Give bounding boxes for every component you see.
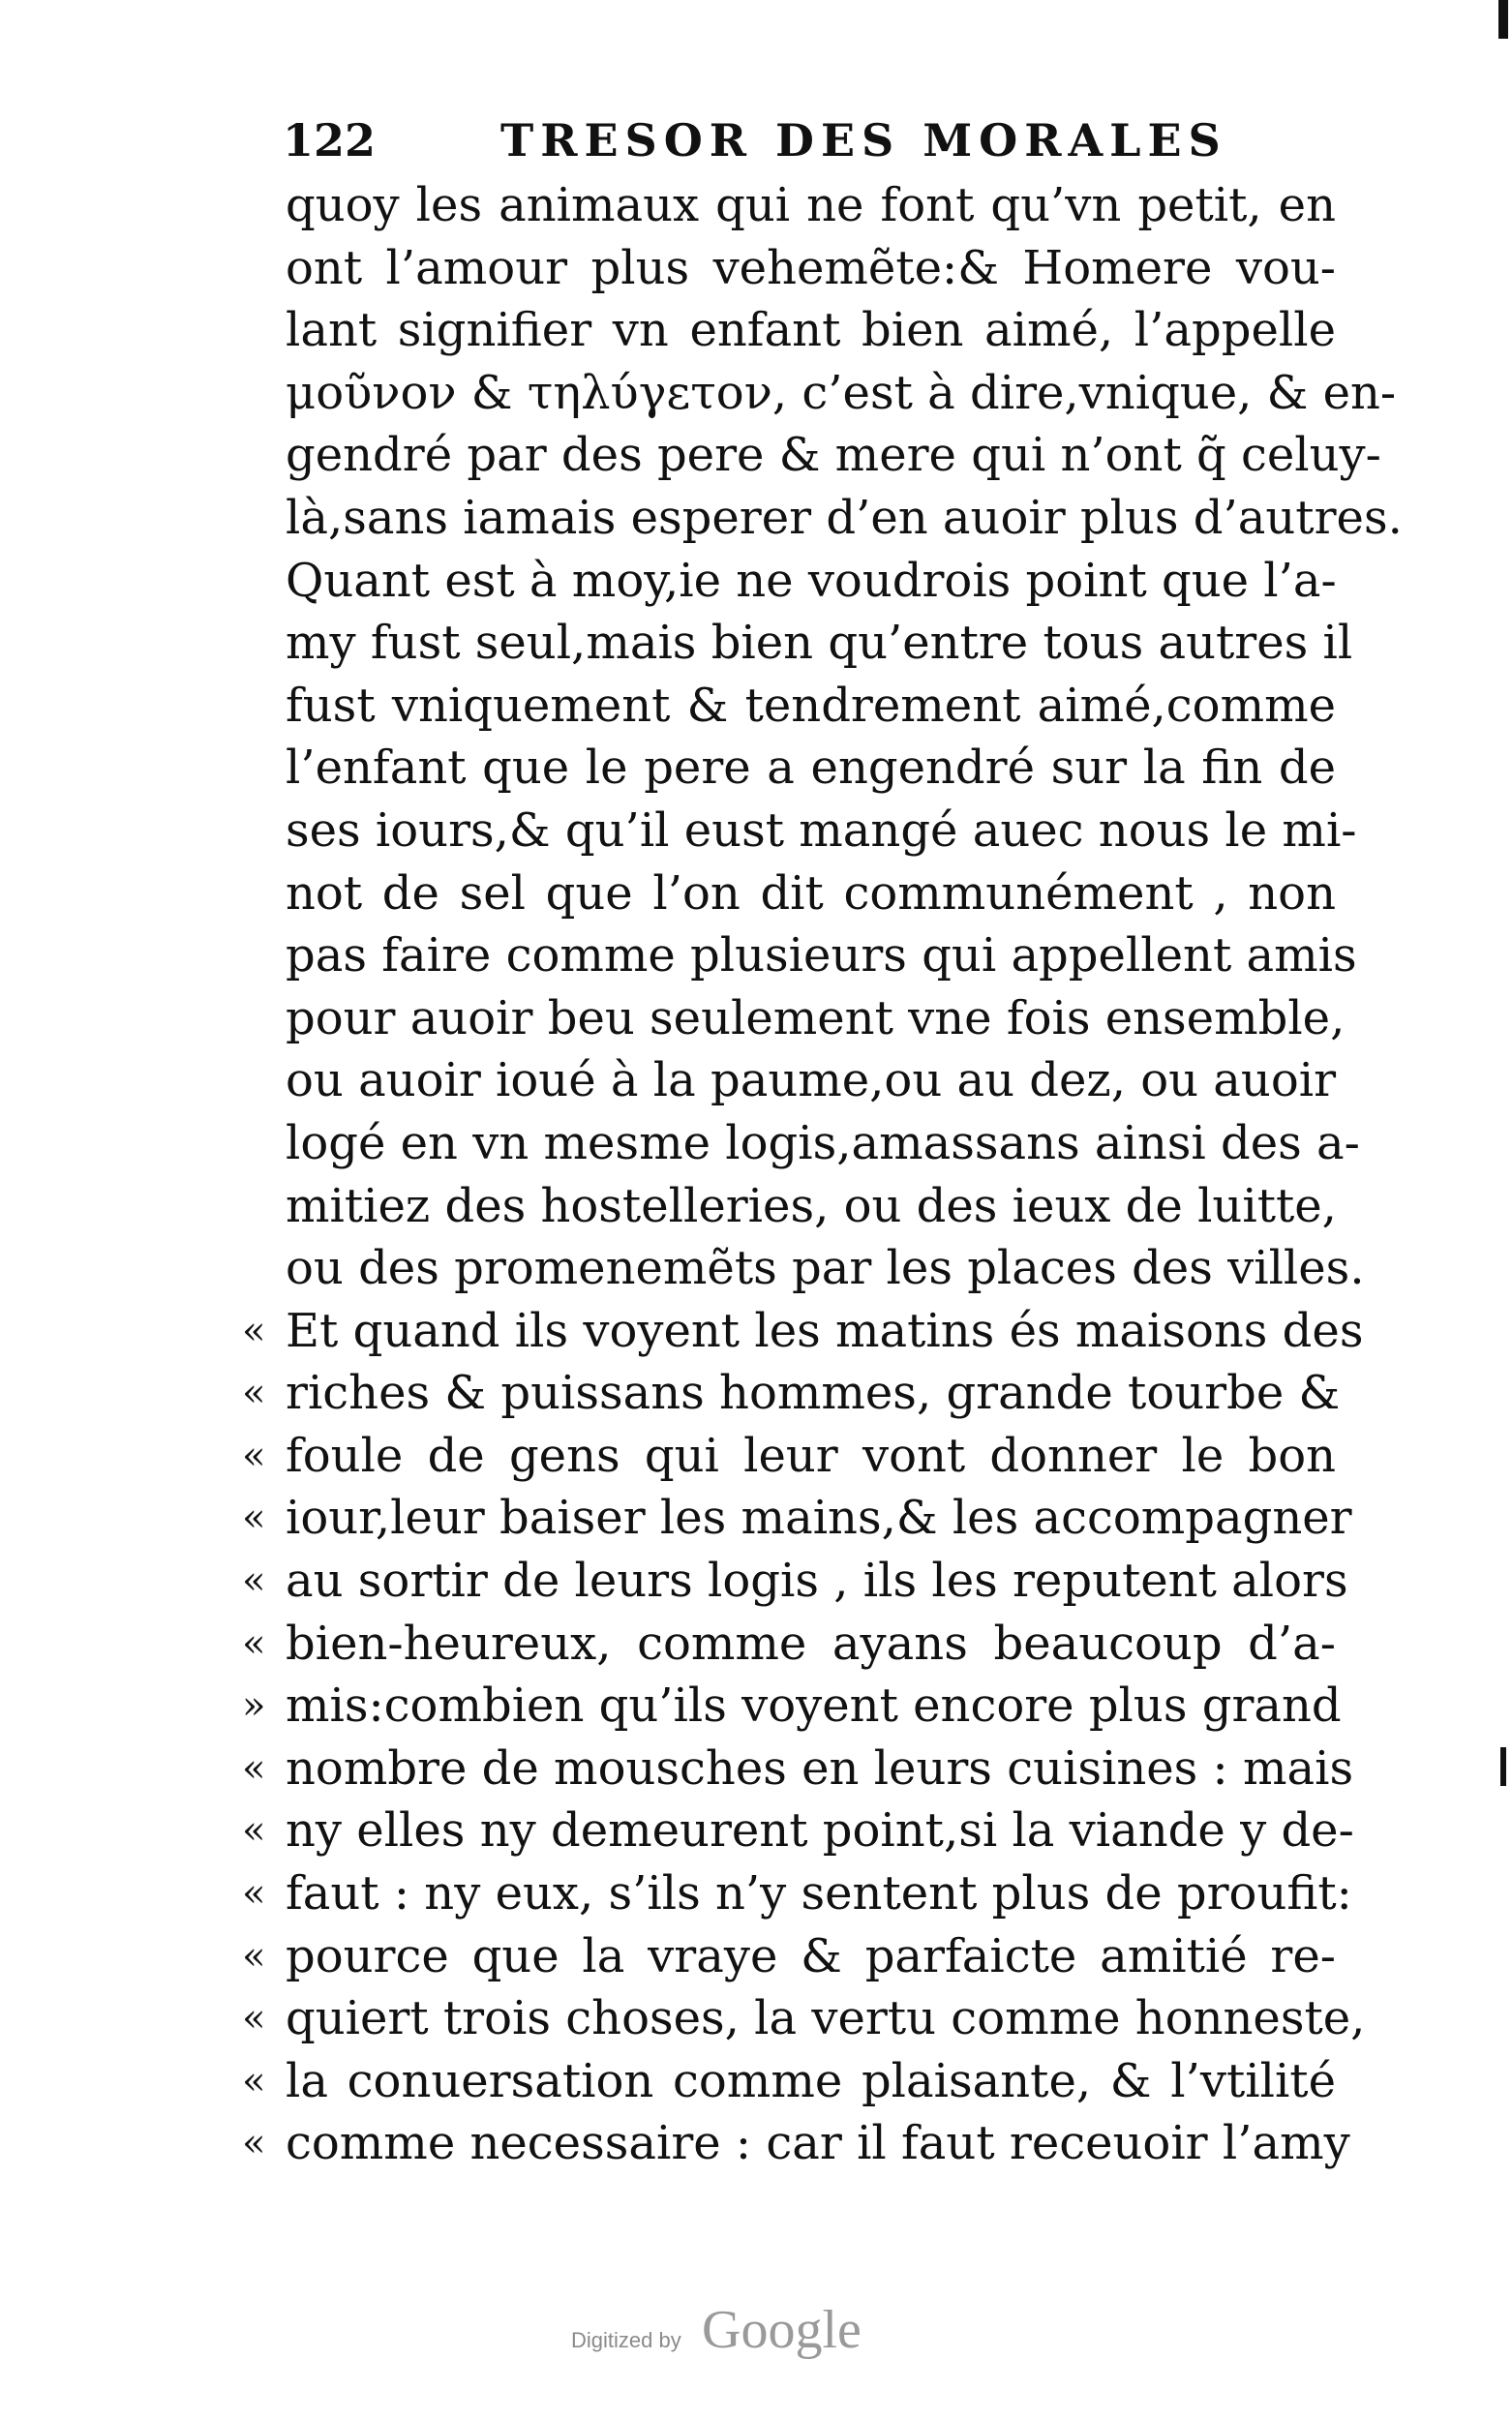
- text-line: [242, 2112, 1350, 2175]
- line-text: ses iours,& qu’il eust mangé auec nous le mi-: [286, 802, 1357, 858]
- line-text: ny elles ny demeurent point,si la viande y de-: [286, 1803, 1354, 1859]
- line-text: quiert trois choses, la vertu comme honneste,: [286, 1991, 1366, 2046]
- line-text: lant signifier vn enfant bien aimé, l’appelle: [286, 303, 1336, 358]
- line-text: logé en vn mesme logis,amassans ainsi des a-: [286, 1115, 1360, 1170]
- running-title: TRESOR DES MORALES: [500, 114, 1227, 166]
- line-text: mis:combien qu’ils voyent encore plus grand: [286, 1679, 1342, 1734]
- line-text: au sortir de leurs logis , ils les reputent alors: [286, 1554, 1348, 1609]
- text-line: [242, 1112, 1360, 1175]
- text-line: [242, 612, 1353, 675]
- line-text: ou des promenemẽts par les places des villes.: [286, 1241, 1365, 1296]
- text-line: [242, 924, 1357, 987]
- scan-margin-mark: [1500, 1747, 1506, 1786]
- text-line: [242, 237, 1336, 300]
- text-line: [242, 1300, 1364, 1363]
- line-text: mitiez des hostelleries, ou des ieux de luitte,: [286, 1178, 1337, 1233]
- body-text: [242, 174, 1403, 2175]
- line-text: quoy les animaux qui ne font qu’vn petit, en: [286, 178, 1336, 232]
- text-line: [242, 362, 1397, 425]
- text-line: [242, 1425, 1336, 1488]
- digitized-by-label: Digitized by: [571, 2328, 681, 2352]
- google-logo: Google: [702, 2300, 862, 2360]
- marginal-quote-mark: «: [242, 1871, 266, 1917]
- line-text: là,sans iamais esperer d’en auoir plus d’autres.: [286, 490, 1403, 545]
- marginal-quote-mark: «: [242, 1745, 266, 1791]
- digitization-watermark: [571, 2299, 958, 2367]
- line-text: fust vniquement & tendrement aimé,comme: [286, 678, 1336, 733]
- text-line: [242, 1987, 1366, 2050]
- page-header: [283, 111, 1328, 169]
- text-line: [242, 1362, 1341, 1425]
- scan-margin-mark: [1498, 0, 1508, 39]
- marginal-quote-mark: «: [242, 1558, 266, 1604]
- line-text: l’enfant que le pere a engendré sur la fin de: [286, 741, 1336, 796]
- line-text: Quant est à moy,ie ne voudrois point que l’a-: [286, 553, 1337, 608]
- text-line: [242, 1675, 1342, 1738]
- line-text: riches & puissans hommes, grande tourbe &: [286, 1366, 1341, 1421]
- text-line: [242, 862, 1336, 925]
- marginal-quote-mark: «: [242, 1308, 266, 1353]
- text-line: [242, 1175, 1336, 1238]
- line-text: foule de gens qui leur vont donner le bon: [286, 1428, 1336, 1483]
- marginal-quote-mark: «: [242, 1496, 266, 1541]
- line-text: faut : ny eux, s’ils n’y sentent plus de proufit:: [286, 1866, 1352, 1921]
- text-line: [242, 299, 1336, 362]
- text-line: [242, 987, 1346, 1050]
- marginal-quote-mark: «: [242, 1433, 266, 1478]
- text-line: [242, 2050, 1336, 2113]
- text-line: [242, 800, 1357, 862]
- text-line: [242, 1925, 1336, 1988]
- line-text: bien-heureux, comme ayans beaucoup d’a-: [286, 1616, 1336, 1671]
- text-line: [242, 1049, 1336, 1112]
- line-text: Et quand ils voyent les matins és maisons des: [286, 1303, 1364, 1358]
- text-line: [242, 1738, 1354, 1800]
- line-text: μοῦνον & τηλύγετον, c’est à dire,vnique, & en-: [286, 365, 1397, 420]
- text-line: [242, 1487, 1352, 1550]
- text-line: [242, 1862, 1352, 1925]
- marginal-quote-mark: «: [242, 1808, 266, 1854]
- text-line: [242, 1613, 1336, 1676]
- line-text: pource que la vraye & parfaicte amitié re-: [286, 1928, 1336, 1983]
- line-text: not de sel que l’on dit communément , non: [286, 865, 1336, 921]
- line-text: la conuersation comme plaisante, & l’vtilité: [286, 2053, 1336, 2108]
- line-text: my fust seul,mais bien qu’entre tous autres il: [286, 616, 1353, 671]
- text-line: [242, 487, 1403, 550]
- text-line: [242, 1237, 1365, 1300]
- page-number: 122: [283, 114, 377, 166]
- line-text: pour auoir beu seulement vne fois ensemble,: [286, 990, 1346, 1045]
- text-line: [242, 424, 1381, 487]
- marginal-quote-mark: «: [242, 2058, 266, 2103]
- text-line: [242, 675, 1336, 738]
- line-text: gendré par des pere & mere qui n’ont q̃ celuy-: [286, 428, 1381, 483]
- line-text: iour,leur baiser les mains,& les accompagner: [286, 1491, 1352, 1546]
- text-line: [242, 550, 1336, 613]
- text-line: [242, 1800, 1354, 1862]
- marginal-quote-mark: «: [242, 2121, 266, 2166]
- line-text: ou auoir ioué à la paume,ou au dez, ou auoir: [286, 1053, 1337, 1108]
- text-line: [242, 174, 1336, 237]
- marginal-quote-mark: «: [242, 1620, 266, 1666]
- text-line: [242, 1550, 1348, 1613]
- line-text: comme necessaire : car il faut receuoir l’amy: [286, 2116, 1350, 2171]
- marginal-quote-mark: «: [242, 1996, 266, 2042]
- marginal-quote-mark: «: [242, 1371, 266, 1416]
- line-text: nombre de mousches en leurs cuisines : mais: [286, 1740, 1354, 1796]
- marginal-quote-mark: «: [242, 1933, 266, 1979]
- marginal-quote-mark: »: [242, 1683, 266, 1729]
- line-text: pas faire comme plusieurs qui appellent amis: [286, 928, 1357, 983]
- line-text: ont l’amour plus vehemẽte:& Homere vou-: [286, 240, 1336, 295]
- text-line: [242, 737, 1336, 800]
